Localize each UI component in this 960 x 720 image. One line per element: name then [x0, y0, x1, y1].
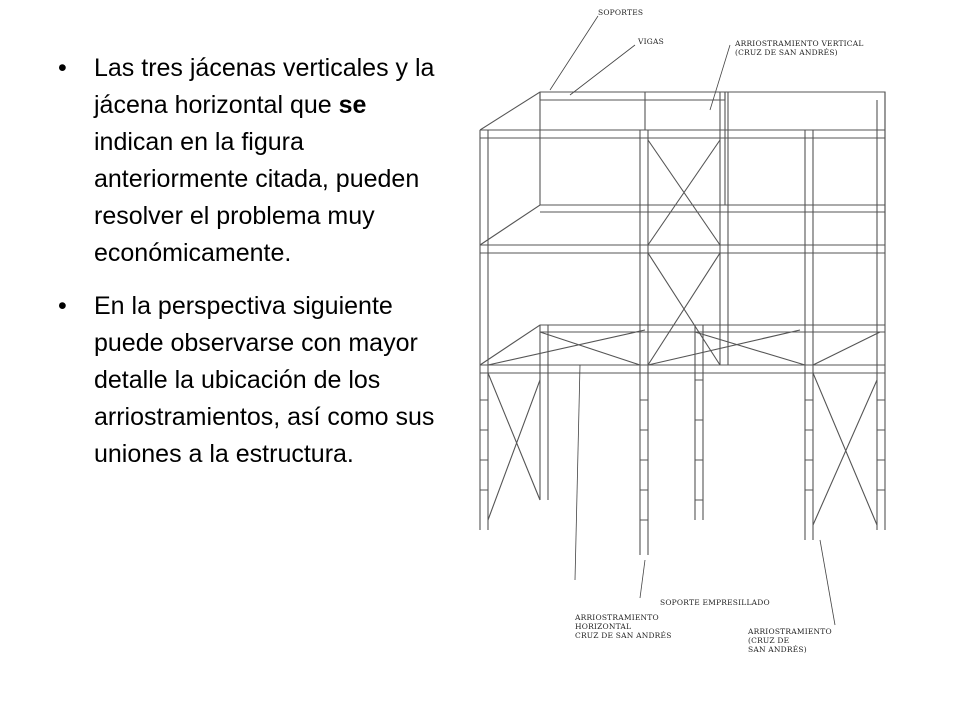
bullet-text-bold: se — [338, 91, 367, 119]
bullet-text: En la perspectiva siguiente puede observarse con mayor detalle la ubicación de los arriostramientos, así como sus uniones a la estructura. — [94, 292, 435, 468]
label-arriostramiento-cruz: ARRIOSTRAMIENTO — [748, 627, 832, 636]
bullet-text-part: indican en la figura anteriormente citada, pueden resolver el problema muy económicamente. — [94, 128, 420, 267]
label-arriostramiento-vertical-sub: (CRUZ DE SAN ANDRÉS) — [735, 48, 838, 57]
bullet-list — [58, 50, 438, 489]
label-arriostramiento-cruz-sub2: SAN ANDRÉS) — [748, 645, 807, 654]
label-soportes: SOPORTES — [598, 8, 644, 17]
label-arriostramiento-vertical: ARRIOSTRAMIENTO VERTICAL — [735, 39, 864, 48]
label-arriostramiento-cruz-sub: (CRUZ DE — [748, 636, 790, 645]
label-soporte-empresillado: SOPORTE EMPRESILLADO — [660, 598, 770, 607]
bullet-item — [58, 50, 438, 272]
label-vigas: VIGAS — [638, 37, 664, 46]
leader-lines — [550, 16, 835, 625]
steel-frame — [480, 92, 885, 555]
label-arriostramiento-horizontal-cruz: CRUZ DE SAN ANDRÉS — [575, 631, 672, 640]
label-arriostramiento-horizontal-sub: HORIZONTAL — [575, 622, 632, 631]
bullet-item — [58, 288, 438, 473]
structure-drawing — [440, 0, 960, 720]
bullet-symbol: • — [58, 292, 67, 320]
bullet-text-part: Las tres jácenas verticales y la jácena horizontal que — [94, 54, 435, 119]
bullet-symbol: • — [58, 54, 67, 82]
label-arriostramiento-horizontal: ARRIOSTRAMIENTO — [575, 613, 659, 622]
